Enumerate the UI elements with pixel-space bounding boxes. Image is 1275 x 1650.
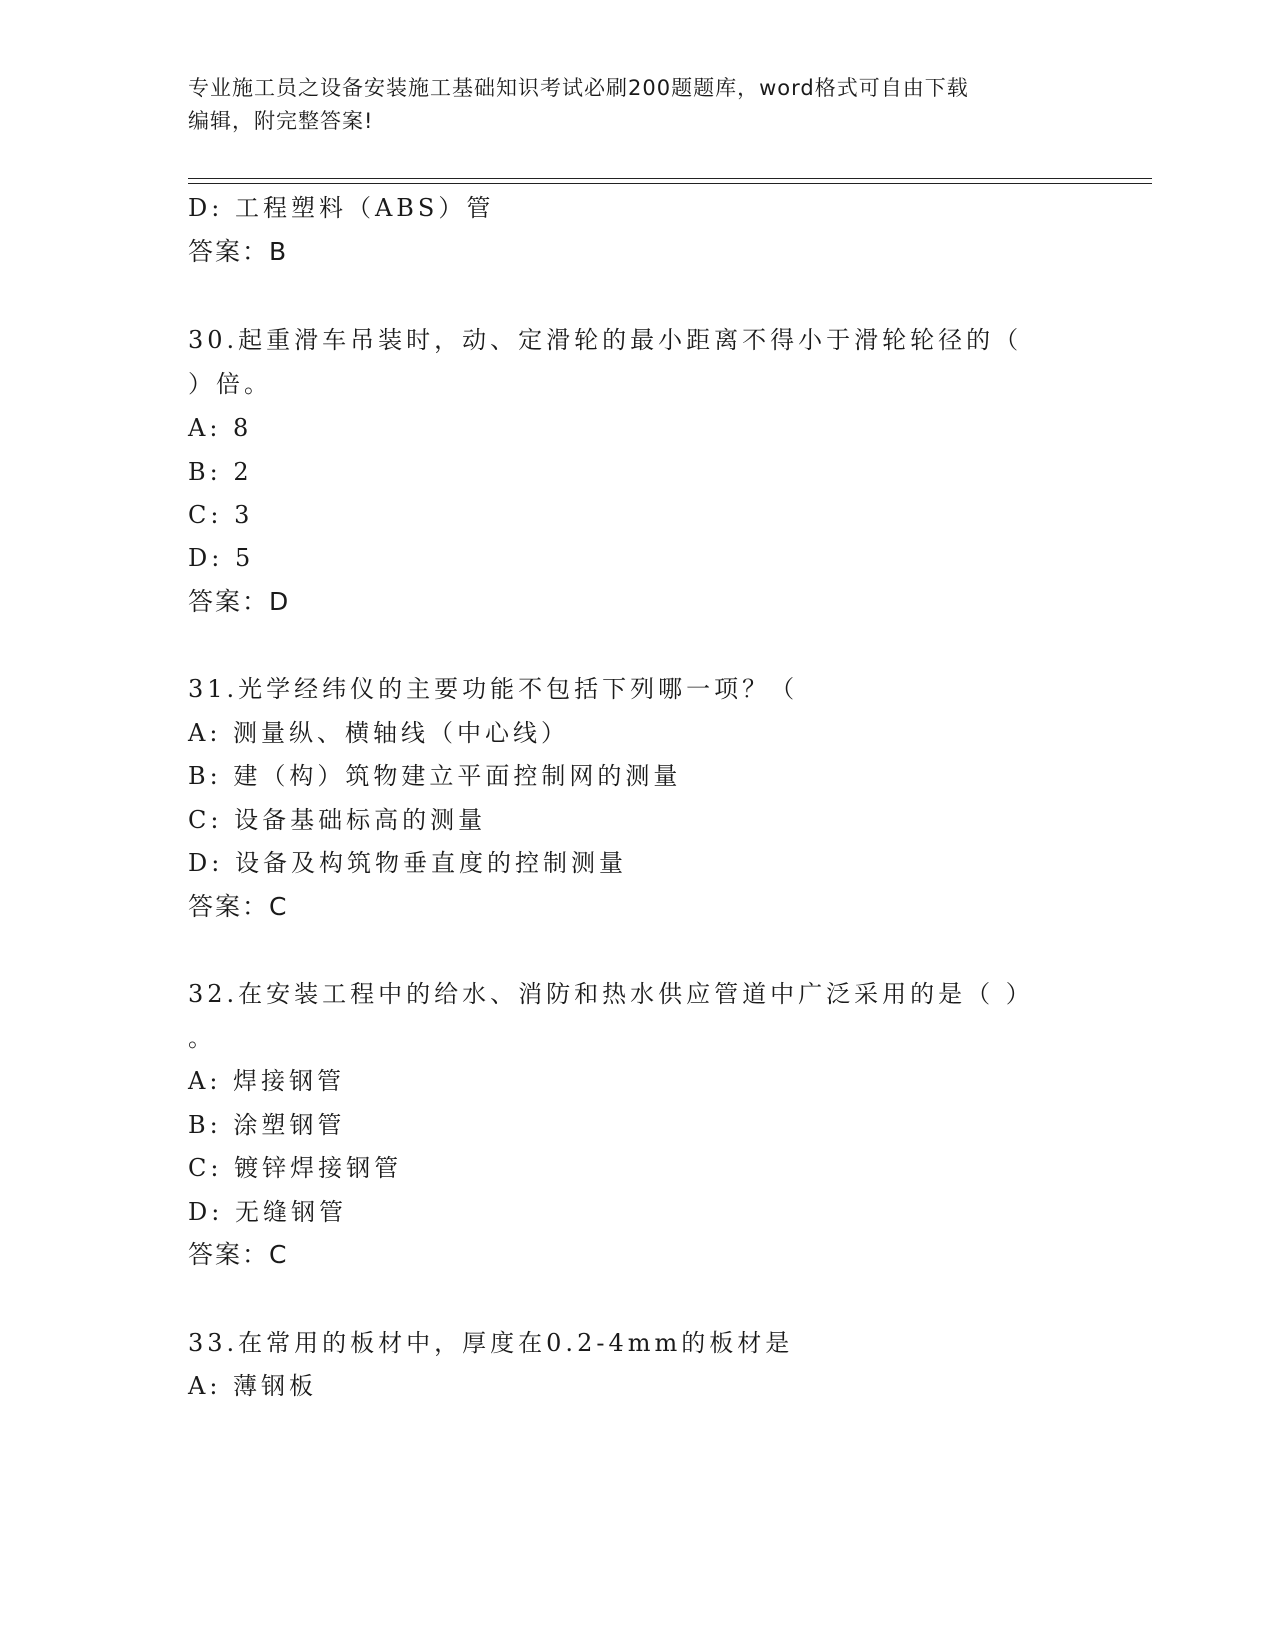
q33-option-a: A: 薄钢板: [188, 1372, 318, 1400]
q32-option-a: A: 焊接钢管: [188, 1067, 346, 1095]
q31-option-d: D: 设备及构筑物垂直度的控制测量: [188, 849, 627, 877]
q30-answer: 答案：D: [188, 587, 291, 616]
q31-option-b: B: 建（构）筑物建立平面控制网的测量: [188, 762, 682, 790]
q30-option-c: C: 3: [188, 501, 254, 529]
q31-option-a: A: 测量纵、横轴线（中心线）: [188, 719, 570, 747]
q32-answer: 答案：C: [188, 1240, 289, 1269]
header-divider-top: [188, 178, 1152, 179]
q30-option-a: A: 8: [188, 414, 253, 442]
prev-answer: 答案：B: [188, 237, 289, 266]
q32-stem-line-1: 32.在安装工程中的给水、消防和热水供应管道中广泛采用的是（ ）: [188, 980, 1034, 1008]
header-line-2: 编辑，附完整答案!: [188, 109, 374, 133]
prev-option-d: D: 工程塑料（ABS）管: [188, 194, 495, 222]
document-header: [188, 72, 1088, 138]
q30-stem-line-1: 30.起重滑车吊装时，动、定滑轮的最小距离不得小于滑轮轮径的（: [188, 326, 1023, 354]
header-line-1: 专业施工员之设备安装施工基础知识考试必刷200题题库，word格式可自由下载: [188, 76, 969, 100]
q32-option-b: B: 涂塑钢管: [188, 1111, 346, 1139]
q32-option-d: D: 无缝钢管: [188, 1198, 347, 1226]
q31-option-c: C: 设备基础标高的测量: [188, 806, 487, 834]
q32-option-c: C: 镀锌焊接钢管: [188, 1154, 403, 1182]
q32-stem-line-2: 。: [188, 1024, 216, 1052]
q31-stem-line-1: 31.光学经纬仪的主要功能不包括下列哪一项？（: [188, 675, 799, 703]
q30-stem-line-2: ）倍。: [188, 370, 272, 398]
q31-answer: 答案：C: [188, 892, 289, 921]
q33-stem-line-1: 33.在常用的板材中，厚度在0.2-4mm的板材是: [188, 1329, 794, 1357]
header-divider-bottom: [188, 183, 1152, 184]
q30-option-b: B: 2: [188, 458, 253, 486]
q30-option-d: D: 5: [188, 544, 255, 572]
